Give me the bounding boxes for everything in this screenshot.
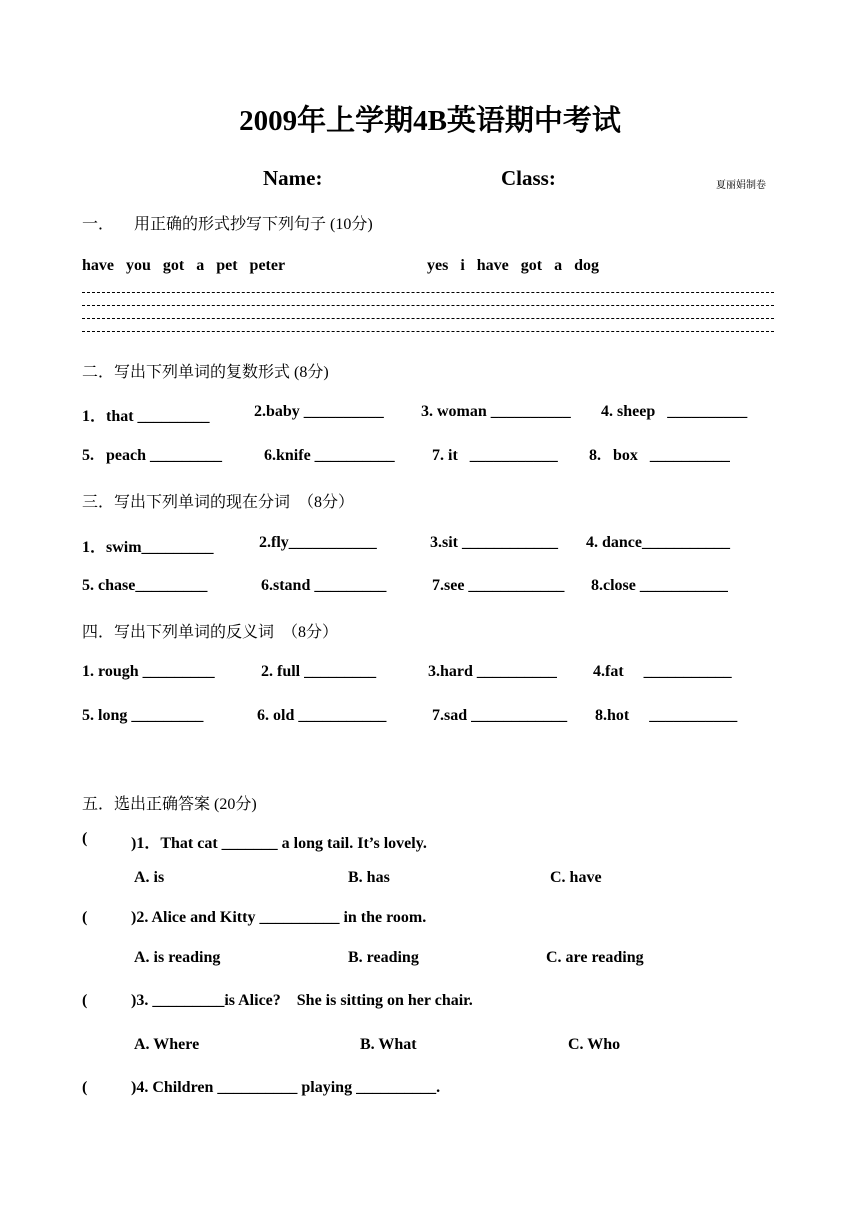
question-stem: )4. Children __________ playing __________.: [131, 1079, 441, 1096]
plural-item: 3. woman __________: [421, 403, 571, 420]
section4-heading: 四．写出下列单词的反义词 （8分）: [82, 624, 339, 641]
participle-item: 3.sit ____________: [430, 534, 558, 551]
antonym-item: 1. rough _________: [82, 663, 215, 680]
option-b: B. reading: [348, 949, 419, 966]
option-a: A. is reading: [134, 949, 221, 966]
participle-item: 5. chase_________: [82, 577, 208, 594]
antonym-item: 6. old ___________: [257, 707, 387, 724]
section2-heading: 二．写出下列单词的复数形式 (8分): [82, 364, 329, 381]
antonym-item: 4.fat ___________: [593, 663, 732, 680]
option-a: A. is: [134, 869, 165, 886]
answer-paren: (: [82, 992, 88, 1009]
writing-line: [82, 331, 774, 332]
writing-line: [82, 305, 774, 306]
plural-item: 7. it ___________: [432, 447, 558, 464]
name-label: Name:: [263, 166, 323, 190]
answer-paren: (: [82, 1079, 88, 1096]
copy-sentence-b: yes i have got a dog: [427, 257, 599, 274]
writing-line: [82, 292, 774, 293]
plural-item: 1．that _________: [82, 408, 210, 425]
page-title: 2009年上学期4B英语期中考试: [239, 105, 621, 137]
option-c: C. are reading: [546, 949, 644, 966]
participle-item: 4. dance___________: [586, 534, 730, 551]
plural-item: 4. sheep __________: [601, 403, 748, 420]
participle-item: 8.close ___________: [591, 577, 728, 594]
copy-sentence-a: have you got a pet peter: [82, 257, 286, 274]
participle-item: 1．swim_________: [82, 539, 214, 556]
antonym-item: 2. full _________: [261, 663, 377, 680]
writing-line: [82, 318, 774, 319]
plural-item: 6.knife __________: [264, 447, 395, 464]
question-stem: )3. _________is Alice? She is sitting on her chair.: [131, 992, 473, 1009]
answer-paren: (: [82, 909, 88, 926]
option-b: B. What: [360, 1036, 417, 1053]
class-label: Class:: [501, 166, 556, 190]
antonym-item: 3.hard __________: [428, 663, 557, 680]
section1-heading: 一． 用正确的形式抄写下列句子 (10分): [82, 216, 373, 233]
participle-item: 7.see ____________: [432, 577, 565, 594]
participle-item: 2.fly___________: [259, 534, 377, 551]
question-stem: )1．That cat _______ a long tail. It’s lovely.: [131, 835, 427, 852]
antonym-item: 8.hot ___________: [595, 707, 738, 724]
question-stem: )2. Alice and Kitty __________ in the room.: [131, 909, 427, 926]
option-c: C. Who: [568, 1036, 621, 1053]
participle-item: 6.stand _________: [261, 577, 387, 594]
antonym-item: 5. long _________: [82, 707, 204, 724]
author-note: 夏丽娟制卷: [716, 180, 766, 191]
section3-heading: 三．写出下列单词的现在分词 （8分）: [82, 494, 355, 511]
antonym-item: 7.sad ____________: [432, 707, 568, 724]
option-c: C. have: [550, 869, 602, 886]
option-a: A. Where: [134, 1036, 200, 1053]
option-b: B. has: [348, 869, 390, 886]
plural-item: 2.baby __________: [254, 403, 384, 420]
answer-paren: (: [82, 830, 88, 847]
section5-heading: 五．选出正确答案 (20分): [82, 796, 257, 813]
plural-item: 5. peach _________: [82, 447, 222, 464]
plural-item: 8. box __________: [589, 447, 730, 464]
